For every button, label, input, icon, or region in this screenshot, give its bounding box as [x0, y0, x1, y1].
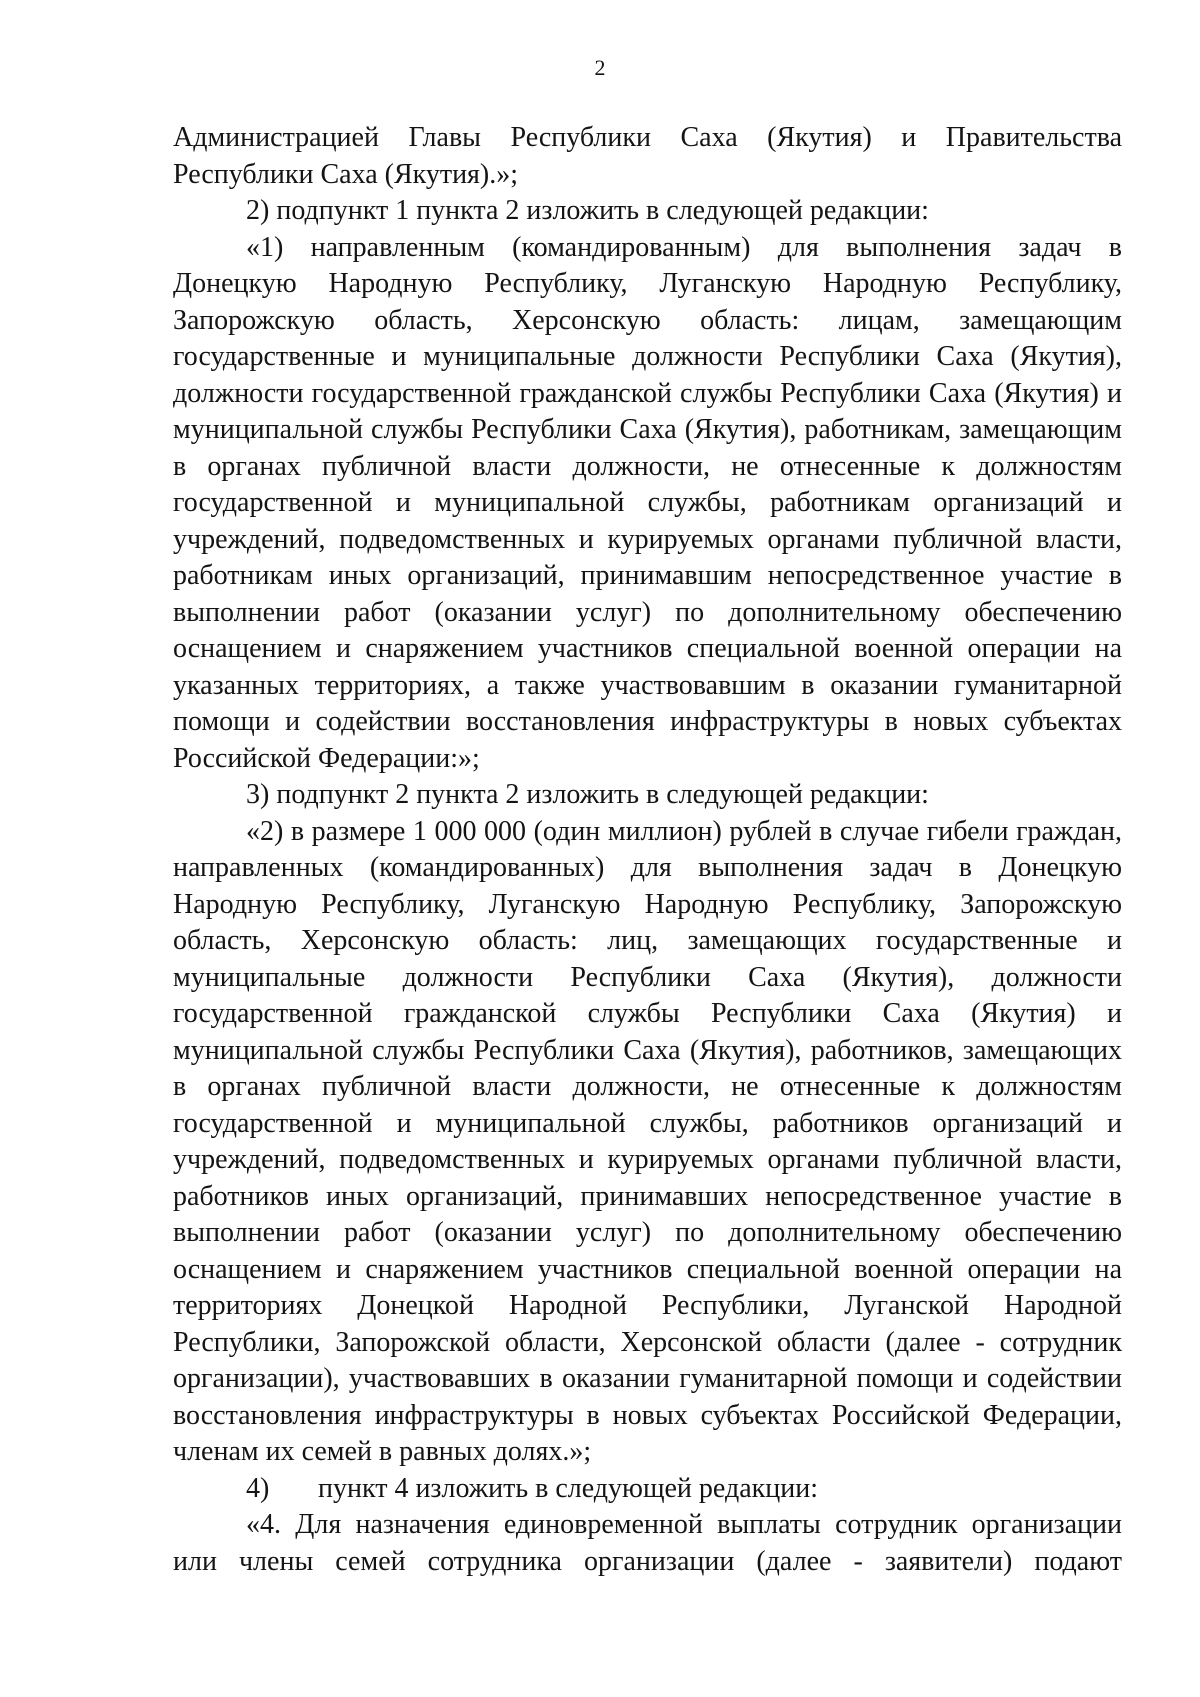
paragraph-subpoint-1: «1) направленным (командированным) для выполнения задач в Донецкую Народную Республику, Луганскую Народную Республику, Запорожскую область, Херсонскую область: лицам, замещающим государственные и муниципальные должности Республики Саха (Якутия), должности государственной гражданской службы Республики Саха (Якутия) и муниципальной службы Республики Саха (Якутия), работникам, замещающим в органах публичной власти должности, не отнесенные к должностям государственной и муниципальной службы, работникам организаций и учреждений, подведомственных и курируемых органами публичной власти, работникам иных организаций, принимавшим непосредственное участие в выполнении работ (оказании услуг) по дополнительному обеспечению оснащением и снаряжением участников специальной военной операции на указанных территориях, а также участвовавшим в оказании гуманитарной помощи и содействии восстановления инфраструктуры в новых субъектах Российской Федерации:»;: [173, 231, 1122, 774]
document-body: [173, 120, 1122, 1580]
list-item-number: 3): [246, 779, 270, 810]
list-item-3: [173, 777, 1122, 814]
paragraph-subpoint-2: «2) в размере 1 000 000 (один миллион) рублей в случае гибели граждан, направленных (командированных) для выполнения задач в Донецкую Народную Республику, Луганскую Народную Республику, Запорожскую область, Херсонскую область: лиц, замещающих государственные и муниципальные должности Республики Саха (Якутия), должности государственной гражданской службы Республики Саха (Якутия) и муниципальной службы Республики Саха (Якутия), работников, замещающих в органах публичной власти должности, не отнесенные к должностям государственной и муниципальной службы, работников организаций и учреждений, подведомственных и курируемых органами публичной власти, работников иных организаций, принимавших непосредственное участие в выполнении работ (оказании услуг) по дополнительному обеспечению оснащением и снаряжением участников специальной военной операции на территориях Донецкой Народной Республики, Луганской Народной Республики, Запорожской области, Херсонской области (далее - сотрудник организации), участвовавших в оказании гуманитарной помощи и содействии восстановления инфраструктуры в новых субъектах Российской Федерации, членам их семей в равных долях.»;: [173, 815, 1122, 1467]
paragraph-point-4: «4. Для назначения единовременной выплаты сотрудник организации или члены семей сотрудника организации (далее - заявители) подают: [173, 1509, 1122, 1577]
list-item-text: подпункт 1 пункта 2 изложить в следующей редакции:: [276, 195, 929, 226]
list-item-text: подпункт 2 пункта 2 изложить в следующей редакции:: [276, 779, 929, 810]
paragraph-continuation: Администрацией Главы Республики Саха (Якутия) и Правительства Республики Саха (Якутия).»;: [173, 122, 1122, 190]
list-item-text: пункт 4 изложить в следующей редакции:: [318, 1472, 818, 1504]
list-item-2: [173, 193, 1122, 230]
list-item-number: 4): [246, 1472, 270, 1504]
list-item-number: 2): [246, 195, 270, 226]
page-number: 2: [594, 55, 606, 80]
list-item-4: [173, 1471, 1122, 1508]
